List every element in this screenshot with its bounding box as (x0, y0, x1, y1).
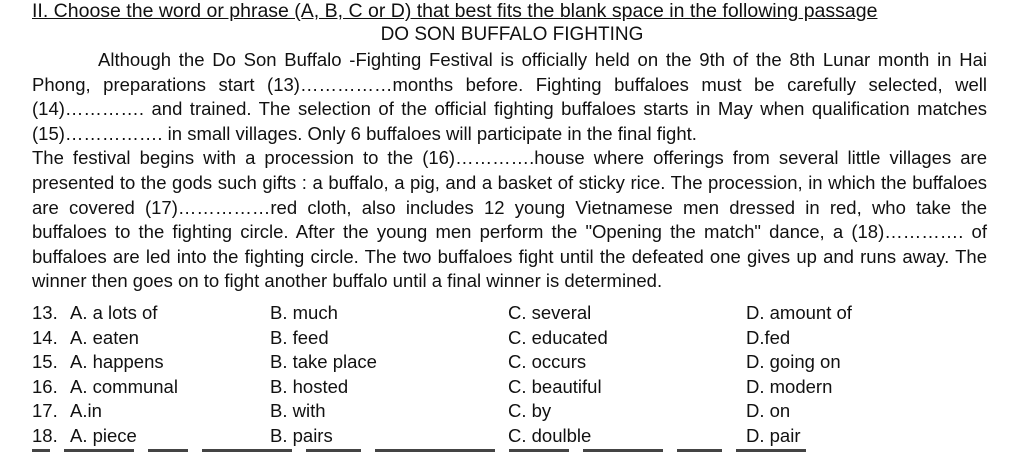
option-c: C. doulble (508, 424, 592, 446)
option-b: B. hosted (270, 375, 349, 397)
option-d: D. modern (746, 375, 833, 397)
option-a: A. happens (70, 351, 164, 373)
answer-options (32, 301, 992, 449)
option-c: C. educated (508, 326, 608, 348)
question-row (32, 326, 992, 351)
passage (32, 48, 987, 294)
option-c: C. several (508, 302, 592, 323)
question-row (32, 424, 992, 449)
option-d: D. on (746, 400, 791, 422)
option-a: A. piece (70, 424, 137, 446)
question-row (32, 350, 992, 375)
option-b: B. pairs (270, 424, 333, 446)
option-d: D. pair (746, 424, 801, 446)
question-row (32, 301, 992, 326)
question-number: 18. (32, 424, 58, 446)
option-d: D.fed (746, 326, 791, 348)
option-a: A. communal (70, 375, 178, 397)
section-heading: II. Choose the word or phrase (A, B, C or D) that best fits the blank space in the following passage (32, 0, 878, 22)
question-number: 13. (32, 302, 58, 323)
option-b: B. feed (270, 326, 329, 348)
option-b: B. with (270, 400, 326, 422)
option-b: B. take place (270, 351, 377, 373)
option-d: D. amount of (746, 302, 852, 323)
option-b: B. much (270, 302, 338, 323)
question-row (32, 399, 992, 424)
option-c: C. by (508, 400, 552, 422)
passage-title: DO SON BUFFALO FIGHTING (380, 24, 644, 45)
option-c: C. beautiful (508, 375, 602, 397)
paragraph-2: The festival begins with a procession to the (16)………….house where offerings from several little villages are presented to the gods such gifts : a buffalo, a pig, and a basket of sticky rice. The procession, in which the buffaloes are covered (17)……………red cloth, also includes 12 young Vietnamese men dressed in red, who take the buffaloes to the fighting circle. After the young men perform the "Opening the match" dance, a (18)…………. of buffaloes are led into the fighting circle. The two buffaloes fight until the defeated one gives up and runs away. The winner then goes on to fight another buffalo until a final winner is determined. (32, 147, 987, 292)
cropped-next-line (32, 449, 992, 454)
question-number: 14. (32, 326, 58, 348)
question-number: 16. (32, 375, 58, 397)
paragraph-1: Although the Do Son Buffalo -Fighting Festival is officially held on the 9th of the 8th Lunar month in Hai Phong, preparations start (13)……………months before. Fighting buffaloes must be carefully selected, well (14)…………. and trained. The selection of the official fighting buffaloes starts in May when qualification matches (15)……………. in small villages. Only 6 buffaloes will participate in the final fight. (32, 49, 987, 144)
option-a: A. eaten (70, 326, 139, 348)
option-c: C. occurs (508, 351, 587, 373)
question-row (32, 375, 992, 400)
question-number: 17. (32, 400, 58, 422)
question-number: 15. (32, 351, 58, 373)
option-d: D. going on (746, 351, 841, 373)
option-a: A.in (70, 400, 102, 422)
option-a: A. a lots of (70, 302, 158, 323)
